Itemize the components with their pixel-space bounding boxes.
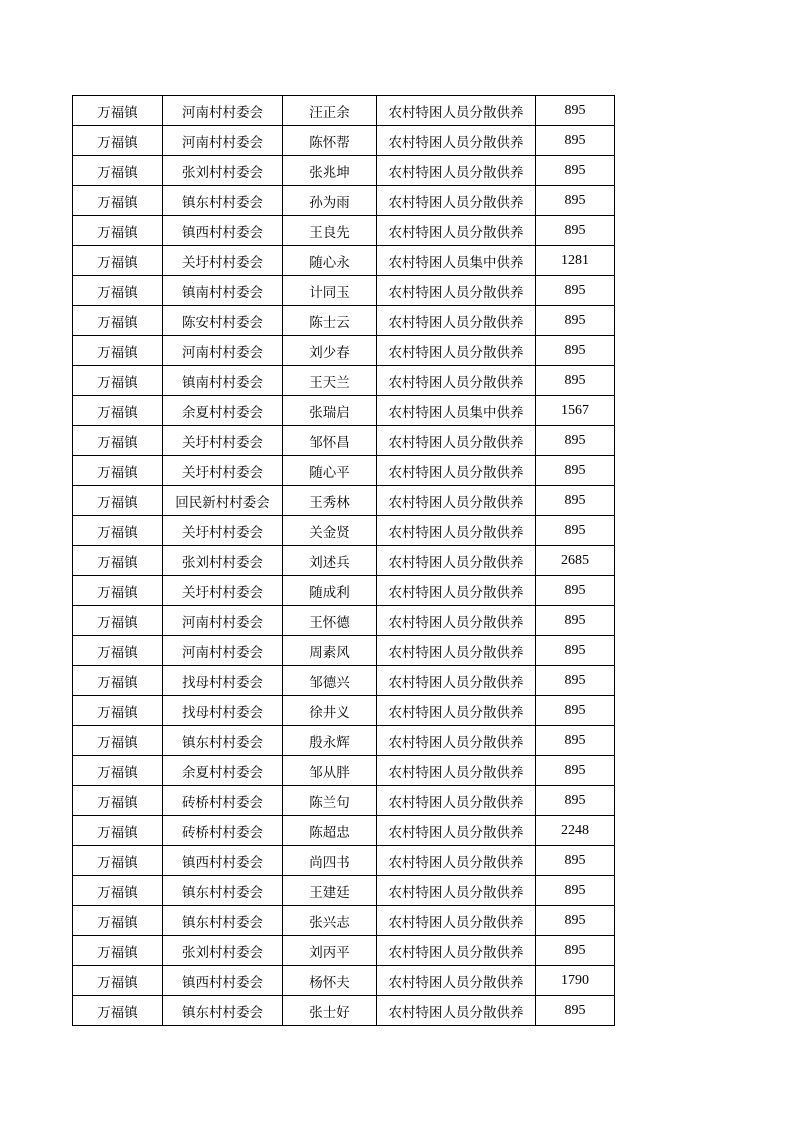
table-row xyxy=(73,786,615,816)
village-committee-cell: 镇西村村委会 xyxy=(163,846,283,876)
table-row xyxy=(73,516,615,546)
town-cell: 万福镇 xyxy=(73,96,163,126)
village-committee-cell: 张刘村村委会 xyxy=(163,156,283,186)
amount-cell: 895 xyxy=(536,456,615,486)
town-cell: 万福镇 xyxy=(73,456,163,486)
town-cell: 万福镇 xyxy=(73,126,163,156)
person-name-cell: 随心平 xyxy=(283,456,377,486)
support-category-cell: 农村特困人员分散供养 xyxy=(377,756,536,786)
person-name-cell: 张兴志 xyxy=(283,906,377,936)
person-name-cell: 邹怀昌 xyxy=(283,426,377,456)
table-row xyxy=(73,186,615,216)
town-cell: 万福镇 xyxy=(73,336,163,366)
town-cell: 万福镇 xyxy=(73,486,163,516)
village-committee-cell: 关圩村村委会 xyxy=(163,456,283,486)
amount-cell: 895 xyxy=(536,936,615,966)
town-cell: 万福镇 xyxy=(73,576,163,606)
village-committee-cell: 镇东村村委会 xyxy=(163,906,283,936)
village-committee-cell: 河南村村委会 xyxy=(163,636,283,666)
town-cell: 万福镇 xyxy=(73,816,163,846)
person-name-cell: 王建廷 xyxy=(283,876,377,906)
table-row xyxy=(73,126,615,156)
village-committee-cell: 找母村村委会 xyxy=(163,666,283,696)
person-name-cell: 随成利 xyxy=(283,576,377,606)
amount-cell: 895 xyxy=(536,696,615,726)
table-row xyxy=(73,156,615,186)
amount-cell: 895 xyxy=(536,726,615,756)
support-category-cell: 农村特困人员分散供养 xyxy=(377,666,536,696)
amount-cell: 895 xyxy=(536,666,615,696)
village-committee-cell: 余夏村村委会 xyxy=(163,756,283,786)
table-row xyxy=(73,396,615,426)
support-category-cell: 农村特困人员分散供养 xyxy=(377,216,536,246)
table-row xyxy=(73,756,615,786)
village-committee-cell: 镇东村村委会 xyxy=(163,186,283,216)
amount-cell: 895 xyxy=(536,216,615,246)
table-row xyxy=(73,426,615,456)
support-category-cell: 农村特困人员分散供养 xyxy=(377,936,536,966)
village-committee-cell: 镇东村村委会 xyxy=(163,996,283,1026)
town-cell: 万福镇 xyxy=(73,726,163,756)
table-row xyxy=(73,456,615,486)
person-name-cell: 王良先 xyxy=(283,216,377,246)
amount-cell: 895 xyxy=(536,876,615,906)
town-cell: 万福镇 xyxy=(73,396,163,426)
town-cell: 万福镇 xyxy=(73,846,163,876)
amount-cell: 895 xyxy=(536,516,615,546)
town-cell: 万福镇 xyxy=(73,636,163,666)
amount-cell: 895 xyxy=(536,906,615,936)
table-row xyxy=(73,816,615,846)
amount-cell: 895 xyxy=(536,96,615,126)
town-cell: 万福镇 xyxy=(73,366,163,396)
village-committee-cell: 镇西村村委会 xyxy=(163,216,283,246)
person-name-cell: 关金贤 xyxy=(283,516,377,546)
person-name-cell: 杨怀夫 xyxy=(283,966,377,996)
person-name-cell: 殷永辉 xyxy=(283,726,377,756)
town-cell: 万福镇 xyxy=(73,276,163,306)
person-name-cell: 刘述兵 xyxy=(283,546,377,576)
table-row xyxy=(73,666,615,696)
town-cell: 万福镇 xyxy=(73,246,163,276)
person-name-cell: 陈士云 xyxy=(283,306,377,336)
amount-cell: 895 xyxy=(536,606,615,636)
support-category-cell: 农村特困人员分散供养 xyxy=(377,96,536,126)
town-cell: 万福镇 xyxy=(73,696,163,726)
support-category-cell: 农村特困人员分散供养 xyxy=(377,906,536,936)
table-row xyxy=(73,216,615,246)
amount-cell: 895 xyxy=(536,336,615,366)
town-cell: 万福镇 xyxy=(73,216,163,246)
amount-cell: 895 xyxy=(536,306,615,336)
village-committee-cell: 余夏村村委会 xyxy=(163,396,283,426)
table-row xyxy=(73,546,615,576)
person-name-cell: 尚四书 xyxy=(283,846,377,876)
town-cell: 万福镇 xyxy=(73,516,163,546)
town-cell: 万福镇 xyxy=(73,786,163,816)
person-name-cell: 王天兰 xyxy=(283,366,377,396)
town-cell: 万福镇 xyxy=(73,966,163,996)
person-name-cell: 陈兰句 xyxy=(283,786,377,816)
town-cell: 万福镇 xyxy=(73,606,163,636)
support-category-cell: 农村特困人员分散供养 xyxy=(377,366,536,396)
village-committee-cell: 河南村村委会 xyxy=(163,606,283,636)
table-row xyxy=(73,846,615,876)
amount-cell: 895 xyxy=(536,366,615,396)
person-name-cell: 刘少春 xyxy=(283,336,377,366)
town-cell: 万福镇 xyxy=(73,546,163,576)
support-category-cell: 农村特困人员分散供养 xyxy=(377,126,536,156)
person-name-cell: 邹从胖 xyxy=(283,756,377,786)
table-row xyxy=(73,576,615,606)
town-cell: 万福镇 xyxy=(73,666,163,696)
table-body xyxy=(73,96,615,1026)
village-committee-cell: 河南村村委会 xyxy=(163,336,283,366)
town-cell: 万福镇 xyxy=(73,306,163,336)
amount-cell: 895 xyxy=(536,156,615,186)
table-row xyxy=(73,936,615,966)
person-name-cell: 刘丙平 xyxy=(283,936,377,966)
support-category-cell: 农村特困人员分散供养 xyxy=(377,516,536,546)
table-row xyxy=(73,366,615,396)
support-category-cell: 农村特困人员分散供养 xyxy=(377,996,536,1026)
table-row xyxy=(73,306,615,336)
support-category-cell: 农村特困人员分散供养 xyxy=(377,186,536,216)
support-category-cell: 农村特困人员分散供养 xyxy=(377,456,536,486)
support-category-cell: 农村特困人员分散供养 xyxy=(377,846,536,876)
village-committee-cell: 河南村村委会 xyxy=(163,126,283,156)
table-row xyxy=(73,276,615,306)
village-committee-cell: 镇东村村委会 xyxy=(163,876,283,906)
amount-cell: 895 xyxy=(536,426,615,456)
table-row xyxy=(73,246,615,276)
table-row xyxy=(73,486,615,516)
support-category-cell: 农村特困人员集中供养 xyxy=(377,396,536,426)
person-name-cell: 孙为雨 xyxy=(283,186,377,216)
village-committee-cell: 关圩村村委会 xyxy=(163,426,283,456)
amount-cell: 1281 xyxy=(536,246,615,276)
support-category-cell: 农村特困人员分散供养 xyxy=(377,576,536,606)
support-category-cell: 农村特困人员分散供养 xyxy=(377,276,536,306)
person-name-cell: 汪正余 xyxy=(283,96,377,126)
table-row xyxy=(73,876,615,906)
amount-cell: 895 xyxy=(536,126,615,156)
table-row xyxy=(73,336,615,366)
support-category-cell: 农村特困人员分散供养 xyxy=(377,336,536,366)
amount-cell: 895 xyxy=(536,576,615,606)
town-cell: 万福镇 xyxy=(73,936,163,966)
person-name-cell: 陈怀帮 xyxy=(283,126,377,156)
person-name-cell: 陈超忠 xyxy=(283,816,377,846)
support-category-cell: 农村特困人员分散供养 xyxy=(377,606,536,636)
town-cell: 万福镇 xyxy=(73,876,163,906)
support-category-cell: 农村特困人员分散供养 xyxy=(377,876,536,906)
amount-cell: 2248 xyxy=(536,816,615,846)
table-row xyxy=(73,636,615,666)
village-committee-cell: 回民新村村委会 xyxy=(163,486,283,516)
town-cell: 万福镇 xyxy=(73,906,163,936)
village-committee-cell: 关圩村村委会 xyxy=(163,576,283,606)
support-category-cell: 农村特困人员集中供养 xyxy=(377,246,536,276)
village-committee-cell: 河南村村委会 xyxy=(163,96,283,126)
village-committee-cell: 砖桥村村委会 xyxy=(163,786,283,816)
person-name-cell: 王秀林 xyxy=(283,486,377,516)
person-name-cell: 王怀德 xyxy=(283,606,377,636)
amount-cell: 895 xyxy=(536,786,615,816)
person-name-cell: 周素风 xyxy=(283,636,377,666)
amount-cell: 2685 xyxy=(536,546,615,576)
person-name-cell: 计同玉 xyxy=(283,276,377,306)
support-category-cell: 农村特困人员分散供养 xyxy=(377,966,536,996)
table-row xyxy=(73,906,615,936)
amount-cell: 1790 xyxy=(536,966,615,996)
table-row xyxy=(73,726,615,756)
amount-cell: 895 xyxy=(536,756,615,786)
table-row xyxy=(73,606,615,636)
beneficiary-table xyxy=(72,95,615,1026)
amount-cell: 895 xyxy=(536,486,615,516)
village-committee-cell: 张刘村村委会 xyxy=(163,546,283,576)
village-committee-cell: 镇东村村委会 xyxy=(163,726,283,756)
table-row xyxy=(73,696,615,726)
person-name-cell: 邹德兴 xyxy=(283,666,377,696)
village-committee-cell: 陈安村村委会 xyxy=(163,306,283,336)
table-row xyxy=(73,996,615,1026)
village-committee-cell: 张刘村村委会 xyxy=(163,936,283,966)
amount-cell: 895 xyxy=(536,186,615,216)
support-category-cell: 农村特困人员分散供养 xyxy=(377,786,536,816)
support-category-cell: 农村特困人员分散供养 xyxy=(377,696,536,726)
village-committee-cell: 找母村村委会 xyxy=(163,696,283,726)
amount-cell: 895 xyxy=(536,636,615,666)
town-cell: 万福镇 xyxy=(73,996,163,1026)
town-cell: 万福镇 xyxy=(73,156,163,186)
person-name-cell: 徐井义 xyxy=(283,696,377,726)
table-row xyxy=(73,966,615,996)
support-category-cell: 农村特困人员分散供养 xyxy=(377,726,536,756)
support-category-cell: 农村特困人员分散供养 xyxy=(377,306,536,336)
town-cell: 万福镇 xyxy=(73,426,163,456)
village-committee-cell: 镇南村村委会 xyxy=(163,366,283,396)
amount-cell: 895 xyxy=(536,276,615,306)
town-cell: 万福镇 xyxy=(73,756,163,786)
amount-cell: 895 xyxy=(536,846,615,876)
village-committee-cell: 关圩村村委会 xyxy=(163,246,283,276)
support-category-cell: 农村特困人员分散供养 xyxy=(377,486,536,516)
support-category-cell: 农村特困人员分散供养 xyxy=(377,426,536,456)
support-category-cell: 农村特困人员分散供养 xyxy=(377,156,536,186)
town-cell: 万福镇 xyxy=(73,186,163,216)
village-committee-cell: 关圩村村委会 xyxy=(163,516,283,546)
amount-cell: 1567 xyxy=(536,396,615,426)
village-committee-cell: 镇南村村委会 xyxy=(163,276,283,306)
village-committee-cell: 砖桥村村委会 xyxy=(163,816,283,846)
table-row xyxy=(73,96,615,126)
person-name-cell: 张士好 xyxy=(283,996,377,1026)
support-category-cell: 农村特困人员分散供养 xyxy=(377,546,536,576)
person-name-cell: 随心永 xyxy=(283,246,377,276)
person-name-cell: 张瑞启 xyxy=(283,396,377,426)
amount-cell: 895 xyxy=(536,996,615,1026)
village-committee-cell: 镇西村村委会 xyxy=(163,966,283,996)
support-category-cell: 农村特困人员分散供养 xyxy=(377,636,536,666)
support-category-cell: 农村特困人员分散供养 xyxy=(377,816,536,846)
person-name-cell: 张兆坤 xyxy=(283,156,377,186)
